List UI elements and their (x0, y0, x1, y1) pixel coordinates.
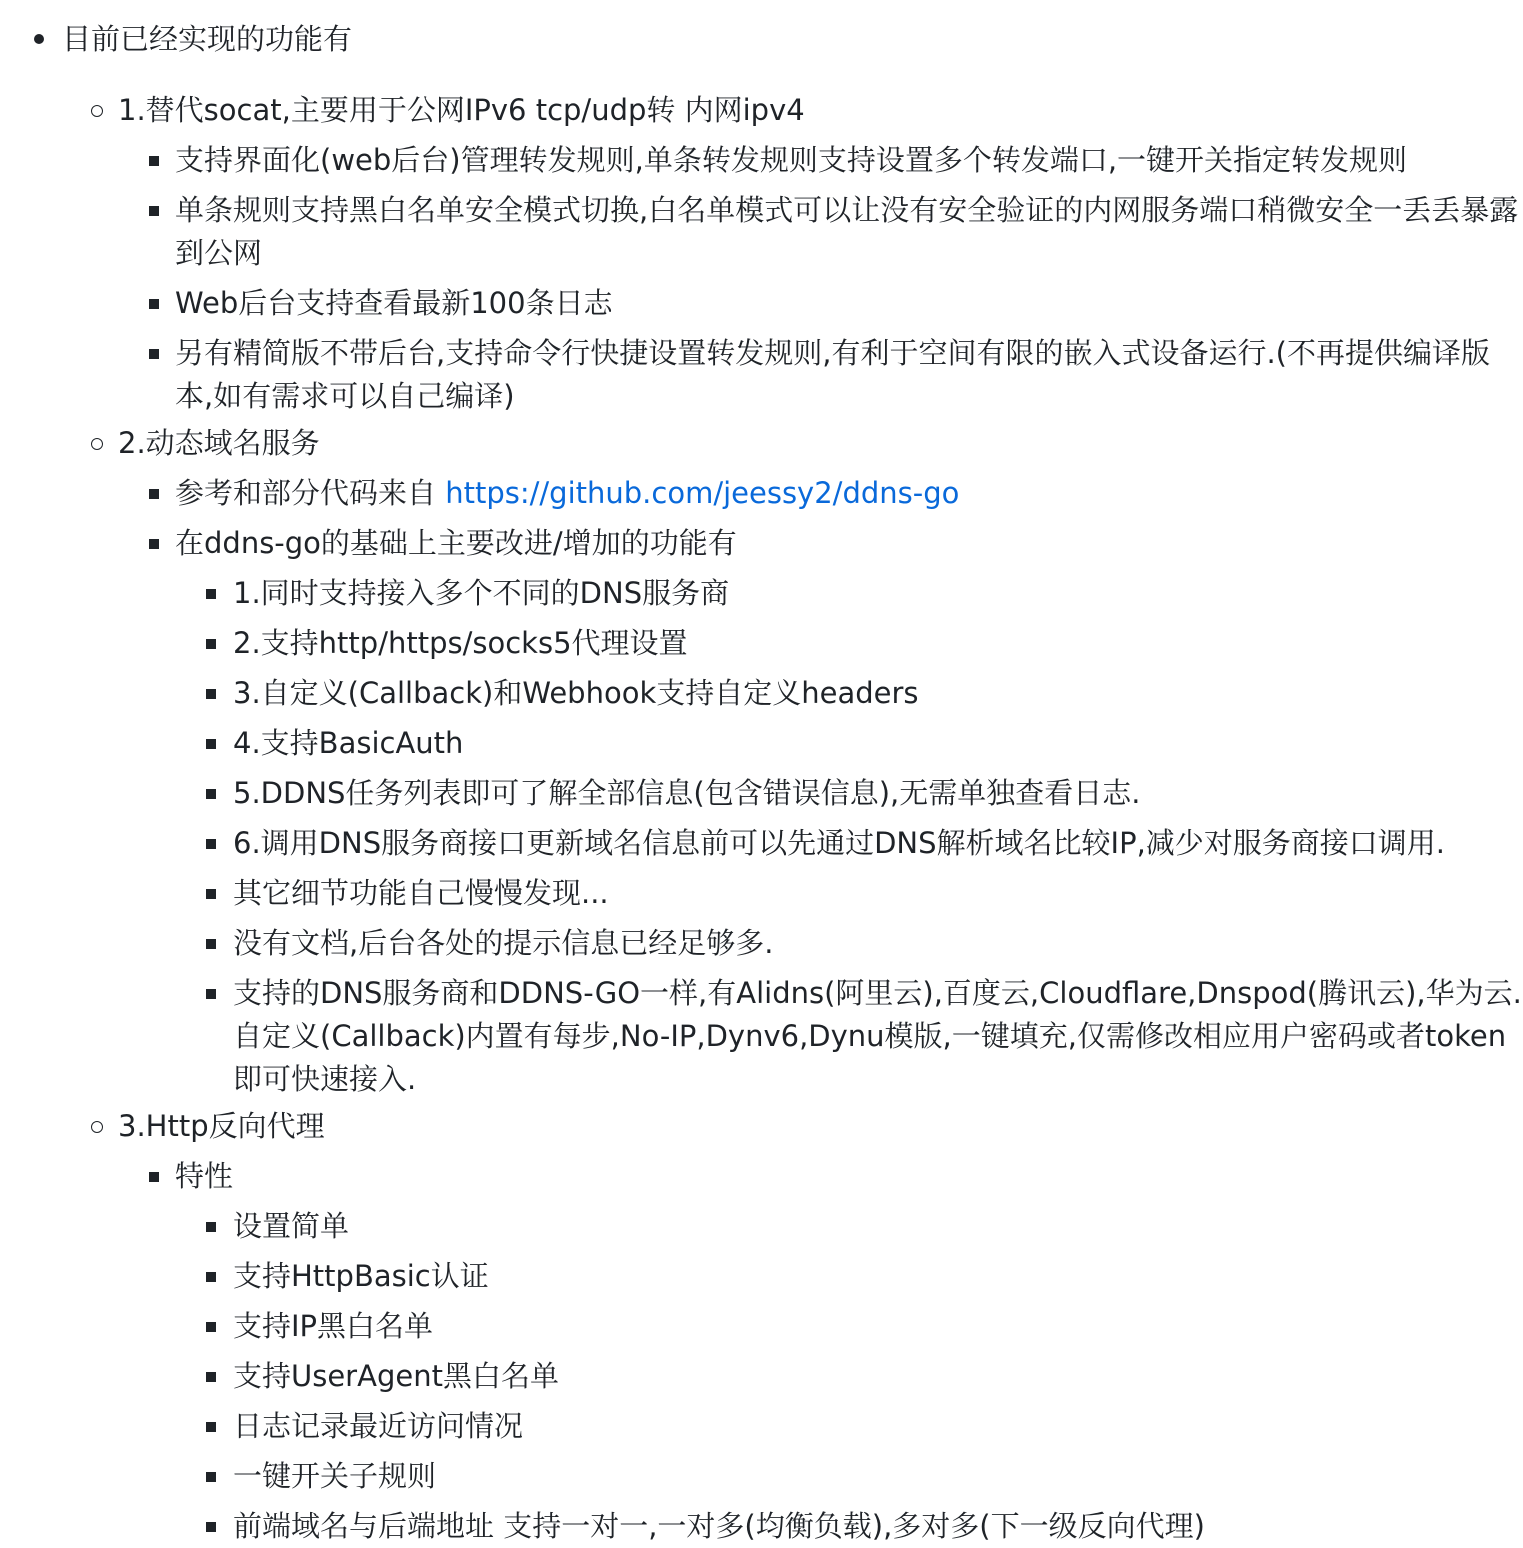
list-item-text: Web后台支持查看最新100条日志 (175, 286, 613, 320)
list-item (0, 672, 1523, 715)
list-item-text: 其它细节功能自己慢慢发现... (233, 876, 609, 910)
list-item-improvements (0, 522, 1523, 1101)
section-title: 2.动态域名服务 (118, 426, 320, 460)
section-title: 1.替代socat,主要用于公网IPv6 tcp/udp转 内网ipv4 (118, 93, 805, 127)
square-bullet-icon (149, 539, 159, 549)
list-item-text: 支持UserAgent黑白名单 (233, 1359, 559, 1393)
section-items (118, 472, 1523, 1101)
list-item-text: 2.支持http/https/socks5代理设置 (233, 626, 688, 660)
top-list (0, 18, 1523, 1548)
reference-prefix: 参考和部分代码来自 (175, 476, 446, 510)
circle-bullet-icon (91, 105, 103, 117)
list-item-text: 3.自定义(Callback)和Webhook支持自定义headers (233, 676, 919, 710)
list-item-text: 另有精简版不带后台,支持命令行快捷设置转发规则,有利于空间有限的嵌入式设备运行.(不再提供编译版本,如有需求可以自己编译) (175, 336, 1490, 413)
list-item-text: 前端域名与后端地址 支持一对一,一对多(均衡负载),多对多(下一级反向代理) (233, 1509, 1205, 1543)
feature-heading: 目前已经实现的功能有 (62, 22, 353, 56)
list-item-text: 5.DDNS任务列表即可了解全部信息(包含错误信息),无需单独查看日志. (233, 776, 1141, 810)
list-item-text: 支持HttpBasic认证 (233, 1259, 489, 1293)
section-items (118, 1155, 1523, 1548)
list-item-text: 支持界面化(web后台)管理转发规则,单条转发规则支持设置多个转发端口,一键开关指定转发规则 (175, 143, 1408, 177)
section-items (118, 139, 1523, 418)
list-item (0, 139, 1523, 182)
square-bullet-icon (206, 689, 216, 699)
section-title: 3.Http反向代理 (118, 1109, 325, 1143)
list-item-text: 6.调用DNS服务商接口更新域名信息前可以先通过DNS解析域名比较IP,减少对服务商接口调用. (233, 826, 1446, 860)
list-item (0, 922, 1523, 965)
list-item-features (0, 1155, 1523, 1548)
square-bullet-icon (206, 639, 216, 649)
improvements-title: 在ddns-go的基础上主要改进/增加的功能有 (175, 526, 737, 560)
list-item-text: 4.支持BasicAuth (233, 726, 464, 760)
sections-list (62, 89, 1523, 1548)
square-bullet-icon (206, 1422, 216, 1432)
list-item-text: 没有文档,后台各处的提示信息已经足够多. (233, 926, 774, 960)
list-item (0, 189, 1523, 275)
square-bullet-icon (206, 1522, 216, 1532)
list-item-text: 支持的DNS服务商和DDNS-GO一样,有Alidns(阿里云),百度云,Cloudflare,Dnspod(腾讯云),华为云.自定义(Callback)内置有每步,No-IP,Dynv6,Dynu模版,一键填充,仅需修改相应用户密码或者token即可快速接入. (233, 976, 1522, 1096)
square-bullet-icon (206, 1472, 216, 1482)
square-bullet-icon (206, 1272, 216, 1282)
list-item (0, 1355, 1523, 1398)
square-bullet-icon (206, 1322, 216, 1332)
list-item (0, 822, 1523, 865)
circle-bullet-icon (91, 1121, 103, 1133)
list-item (0, 722, 1523, 765)
list-item-text: 日志记录最近访问情况 (233, 1409, 524, 1443)
square-bullet-icon (149, 206, 159, 216)
square-bullet-icon (149, 489, 159, 499)
list-item (0, 622, 1523, 665)
list-item-text: 支持IP黑白名单 (233, 1309, 434, 1343)
list-item (0, 1405, 1523, 1448)
ddns-go-link[interactable]: https://github.com/jeessy2/ddns-go (445, 476, 960, 510)
square-bullet-icon (149, 349, 159, 359)
reference-line (175, 476, 989, 510)
features-title: 特性 (175, 1159, 234, 1193)
section-ddns (0, 422, 1523, 1101)
features-list (175, 1205, 1523, 1548)
list-item (0, 872, 1523, 915)
disc-bullet-icon (34, 34, 44, 44)
list-item (0, 972, 1523, 1101)
list-item-text: 1.同时支持接入多个不同的DNS服务商 (233, 576, 730, 610)
circle-bullet-icon (91, 438, 103, 450)
square-bullet-icon (206, 739, 216, 749)
list-item-text: 设置简单 (233, 1209, 350, 1243)
list-item (0, 1255, 1523, 1298)
list-item-heading (0, 18, 1523, 1548)
square-bullet-icon (206, 789, 216, 799)
square-bullet-icon (206, 989, 216, 999)
square-bullet-icon (149, 299, 159, 309)
square-bullet-icon (206, 1372, 216, 1382)
list-item (0, 572, 1523, 615)
list-item (0, 282, 1523, 325)
section-reverse-proxy (0, 1105, 1523, 1548)
list-item-text: 单条规则支持黑白名单安全模式切换,白名单模式可以让没有安全验证的内网服务端口稍微安全一丢丢暴露到公网 (175, 193, 1519, 270)
square-bullet-icon (149, 1172, 159, 1182)
square-bullet-icon (206, 889, 216, 899)
list-item (0, 772, 1523, 815)
section-socat (0, 89, 1523, 418)
square-bullet-icon (206, 939, 216, 949)
list-item (0, 1205, 1523, 1248)
square-bullet-icon (206, 589, 216, 599)
list-item-reference (0, 472, 1523, 515)
square-bullet-icon (206, 839, 216, 849)
square-bullet-icon (206, 1222, 216, 1232)
improvements-list (175, 572, 1523, 1101)
list-item-text: 一键开关子规则 (233, 1459, 437, 1493)
square-bullet-icon (149, 156, 159, 166)
list-item (0, 1455, 1523, 1498)
list-item (0, 332, 1523, 418)
list-item (0, 1305, 1523, 1348)
